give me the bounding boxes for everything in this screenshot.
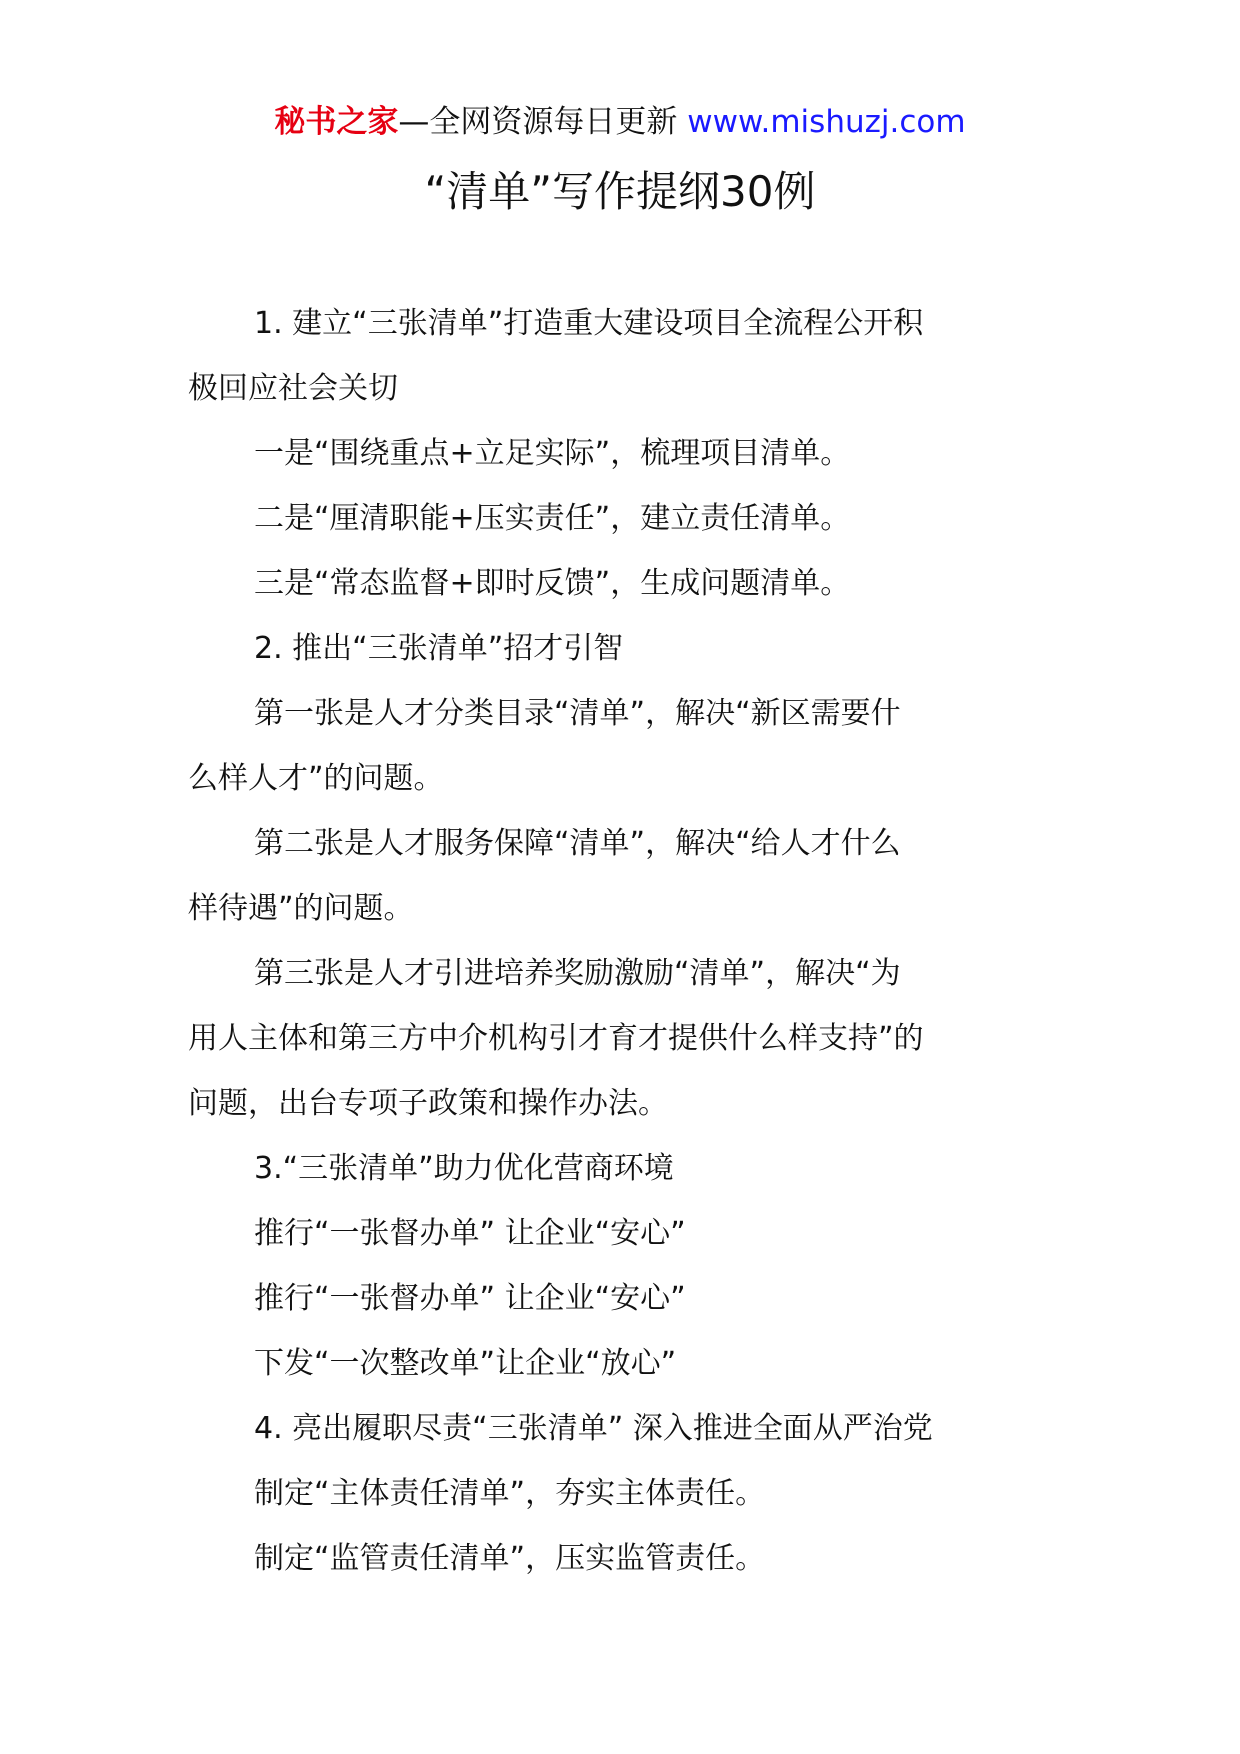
body-line: 制定“监管责任清单”，压实监管责任。 xyxy=(254,1541,766,1576)
body-line: 问题，出台专项子政策和操作办法。 xyxy=(188,1086,668,1121)
body-line: 用人主体和第三方中介机构引才育才提供什么样支持”的 xyxy=(188,1021,924,1056)
site-header xyxy=(0,100,1240,144)
body-line: 三是“常态监督+即时反馈”，生成问题清单。 xyxy=(254,566,851,601)
body-line: 一是“围绕重点+立足实际”，梳理项目清单。 xyxy=(254,436,851,471)
body-line: 3.“三张清单”助力优化营商环境 xyxy=(254,1151,674,1186)
body-line: 第三张是人才引进培养奖励激励“清单”，解决“为 xyxy=(254,956,901,991)
body-line: 样待遇”的问题。 xyxy=(188,891,414,926)
header-tagline: —全网资源每日更新 xyxy=(398,104,678,140)
document-title: “清单”写作提纲30例 xyxy=(424,167,816,216)
body-line: 下发“一次整改单”让企业“放心” xyxy=(254,1346,677,1381)
body-line: 推行“一张督办单” 让企业“安心” xyxy=(254,1281,686,1316)
body-line: 4. 亮出履职尽责“三张清单” 深入推进全面从严治党 xyxy=(254,1411,933,1446)
body-line: 制定“主体责任清单”，夯实主体责任。 xyxy=(254,1476,766,1511)
body-line: 推行“一张督办单” 让企业“安心” xyxy=(254,1216,686,1251)
site-url-link[interactable]: www.mishuzj.com xyxy=(687,104,966,140)
body-line: 第二张是人才服务保障“清单”，解决“给人才什么 xyxy=(254,826,901,861)
body-line: 1. 建立“三张清单”打造重大建设项目全流程公开积 xyxy=(254,306,924,341)
body-line: 第一张是人才分类目录“清单”，解决“新区需要什 xyxy=(254,696,901,731)
document-body xyxy=(188,291,1058,1591)
body-line: 极回应社会关切 xyxy=(188,371,398,406)
body-line: 2. 推出“三张清单”招才引智 xyxy=(254,631,624,666)
brand-name: 秘书之家 xyxy=(274,104,399,140)
body-line: 么样人才”的问题。 xyxy=(188,761,444,796)
body-line: 二是“厘清职能+压实责任”，建立责任清单。 xyxy=(254,501,851,536)
